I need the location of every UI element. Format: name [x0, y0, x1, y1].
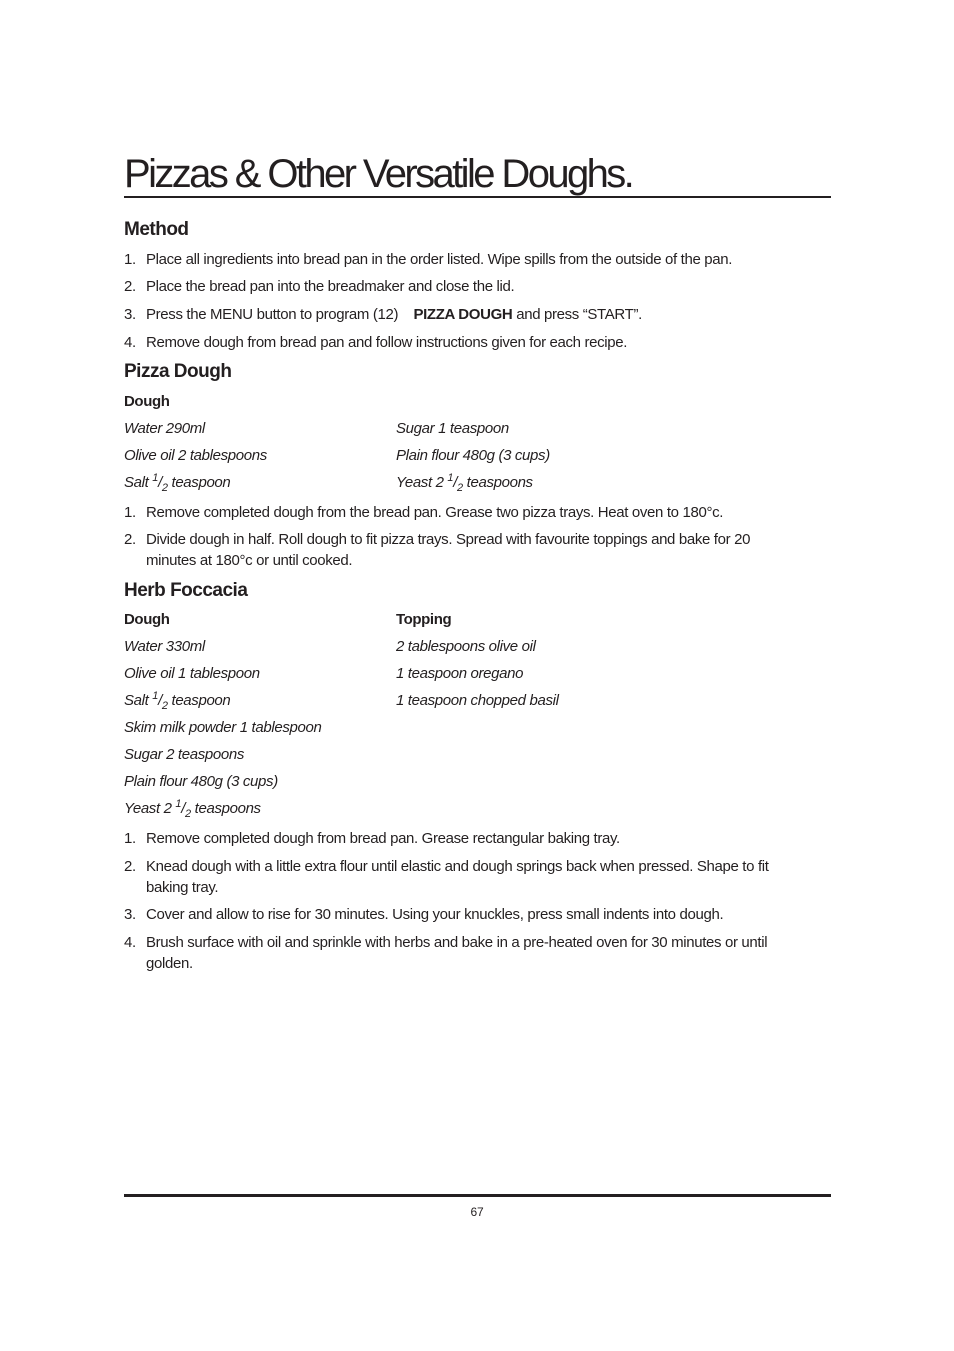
method-step [124, 249, 794, 270]
fraction-numerator: 1 [152, 472, 159, 484]
foccacia-step [124, 904, 794, 925]
fraction-denominator: 2 [161, 482, 168, 494]
step-text: Remove completed dough from the bread pan. Grease two pizza trays. Heat oven to 180°c. [146, 504, 724, 521]
step-number: 1. [124, 830, 136, 847]
method-step [124, 304, 794, 325]
footer-rule [124, 1194, 831, 1197]
ingredient: Yeast 2 $^1/_2$ teaspoons [396, 472, 533, 494]
ingredient: Salt $^1/_2$ teaspoon [124, 472, 231, 494]
foccacia-step [124, 932, 789, 974]
step-text: Cover and allow to rise for 30 minutes. Using your knuckles, press small indents into dough. [146, 906, 724, 923]
foccacia-step [124, 856, 794, 898]
step-text: Remove completed dough from bread pan. Grease rectangular baking tray. [146, 830, 620, 847]
step-number: 3. [124, 306, 136, 323]
herb-foccacia-heading: Herb Foccacia [124, 580, 248, 601]
step-number: 3. [124, 906, 136, 923]
pizza-dough-heading: Pizza Dough [124, 361, 232, 382]
step-number: 2. [124, 278, 136, 295]
dough-label: Dough [124, 393, 170, 410]
page-number: 67 [470, 1205, 484, 1219]
ingredient: Yeast 2 $^1/_2$ teaspoons [124, 798, 261, 820]
ingredient-text: teaspoons [194, 800, 261, 817]
page-title: Pizzas & Other Versatile Doughs. [124, 152, 633, 196]
ingredient-text: Salt [124, 692, 149, 709]
topping-item: 2 tablespoons olive oil [396, 638, 536, 655]
step-text: Place all ingredients into bread pan in the order listed. Wipe spills from the outside of the pan. [146, 251, 733, 268]
ingredient: Plain flour 480g (3 cups) [124, 773, 278, 790]
ingredient: Olive oil 2 tablespoons [124, 447, 267, 464]
ingredient: Sugar 1 teaspoon [396, 420, 509, 437]
dough-label: Dough [124, 611, 170, 628]
step-text-before: Press the MENU button to program (12) [146, 306, 399, 323]
step-text: Place the bread pan into the breadmaker and close the lid. [146, 278, 515, 295]
pizza-step [124, 502, 794, 523]
ingredient-text: Yeast 2 [396, 474, 444, 491]
fraction-numerator: 1 [447, 472, 454, 484]
pizza-step [124, 529, 779, 571]
ingredient: Plain flour 480g (3 cups) [396, 447, 550, 464]
step-text: Brush surface with oil and sprinkle with herbs and bake in a pre-heated oven for 30 minutes or until golden. [146, 934, 768, 972]
step-text: Remove dough from bread pan and follow instructions given for each recipe. [146, 334, 628, 351]
ingredient: Salt $^1/_2$ teaspoon [124, 690, 231, 712]
method-step [124, 276, 794, 297]
topping-item: 1 teaspoon chopped basil [396, 692, 559, 709]
ingredient: Sugar 2 teaspoons [124, 746, 244, 763]
topping-item: 1 teaspoon oregano [396, 665, 524, 682]
step-number: 1. [124, 504, 136, 521]
fraction-numerator: 1 [152, 690, 159, 702]
topping-label: Topping [396, 611, 452, 628]
foccacia-step [124, 828, 794, 849]
ingredient-text: Salt [124, 474, 149, 491]
ingredient: Olive oil 1 tablespoon [124, 665, 260, 682]
title-rule [124, 196, 831, 198]
fraction-numerator: 1 [175, 798, 182, 810]
step-text [146, 304, 794, 325]
ingredient: Water 330ml [124, 638, 205, 655]
step-number: 2. [124, 858, 136, 875]
fraction-denominator: 2 [185, 808, 191, 820]
ingredient: Skim milk powder 1 tablespoon [124, 719, 322, 736]
step-text-after: and press “START”. [516, 306, 642, 323]
method-step [124, 332, 794, 353]
ingredient-text: Yeast 2 [124, 800, 172, 817]
ingredient-text: teaspoon [171, 474, 231, 491]
step-text: Divide dough in half. Roll dough to fit pizza trays. Spread with favourite toppings and bake for 20 minutes at 180°c or until cooked. [146, 531, 751, 569]
step-number: 2. [124, 531, 136, 548]
fraction-denominator: 2 [457, 482, 463, 494]
ingredient-text: teaspoon [171, 692, 231, 709]
ingredient: Water 290ml [124, 420, 205, 437]
step-number: 1. [124, 251, 136, 268]
fraction-denominator: 2 [161, 700, 168, 712]
ingredient-text: teaspoons [466, 474, 533, 491]
step-number: 4. [124, 334, 136, 351]
step-text: Knead dough with a little extra flour until elastic and dough springs back when pressed. Shape to fit baking tray. [146, 858, 769, 896]
step-number: 4. [124, 934, 136, 951]
program-name: PIZZA DOUGH [413, 306, 513, 323]
method-heading: Method [124, 219, 189, 240]
